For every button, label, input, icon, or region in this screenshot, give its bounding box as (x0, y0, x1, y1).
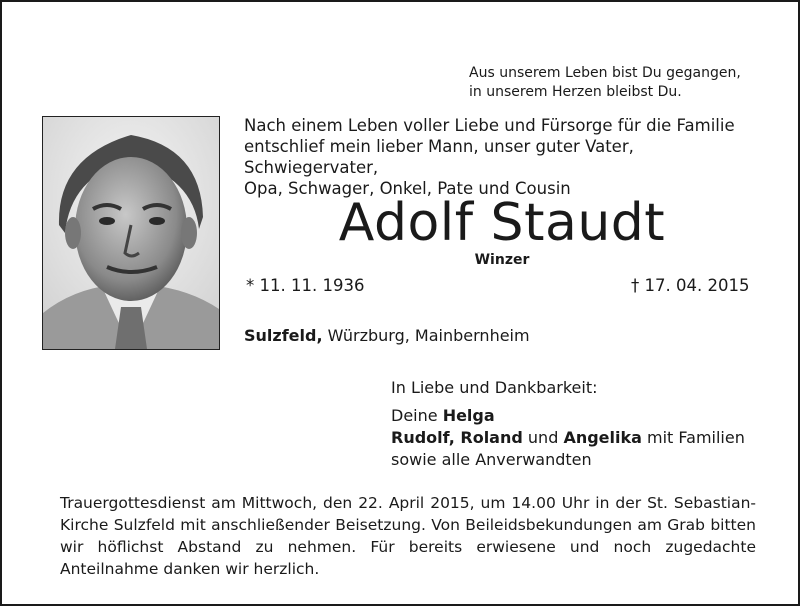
motto-line-2: in unserem Herzen bleibst Du. (469, 84, 682, 100)
family-children-line (391, 427, 771, 449)
places (244, 326, 530, 345)
family-greeting: In Liebe und Dankbarkeit: (391, 378, 598, 397)
intro-line-3: Opa, Schwager, Onkel, Pate und Cousin (244, 179, 571, 198)
family-und: und (527, 428, 559, 447)
family-relatives: sowie alle Anverwandten (391, 450, 592, 469)
service-information: Trauergottesdienst am Mittwoch, den 22. April 2015, um 14.00 Uhr in der St. Sebastian-Kirche Sulzfeld mit anschließender Beisetzung. Von Beileidsbekundungen am Grab bitten wir höflichst Abstand zu nehmen. Für bereits erwiesene und noch zugedachte Anteilnahme danken wir herzlich. (60, 494, 756, 578)
family-signature (391, 377, 771, 471)
family-children: Rudolf, Roland (391, 428, 523, 447)
family-wife-line (391, 405, 771, 427)
family-deine: Deine (391, 406, 438, 425)
family-wife: Helga (442, 406, 495, 425)
portrait-photo (42, 116, 220, 350)
motto-line-1: Aus unserem Leben bist Du gegangen, (469, 65, 741, 81)
intro-text (244, 115, 764, 199)
deceased-occupation: Winzer (474, 252, 530, 268)
birth-date: * 11. 11. 1936 (246, 276, 365, 295)
places-main: Sulzfeld, (244, 326, 323, 345)
places-rest: Würzburg, Mainbernheim (327, 326, 530, 345)
portrait-photo-icon (43, 117, 219, 349)
motto (469, 64, 789, 102)
intro-line-2: entschlief mein lieber Mann, unser guter Vater, Schwiegervater, (244, 137, 634, 177)
death-date: † 17. 04. 2015 (631, 276, 750, 295)
family-daughter: Angelika (563, 428, 642, 447)
family-mit-familien: mit Familien (647, 428, 745, 447)
intro-line-1: Nach einem Leben voller Liebe und Fürsorge für die Familie (244, 116, 735, 135)
deceased-name: Adolf Staudt (338, 193, 666, 253)
